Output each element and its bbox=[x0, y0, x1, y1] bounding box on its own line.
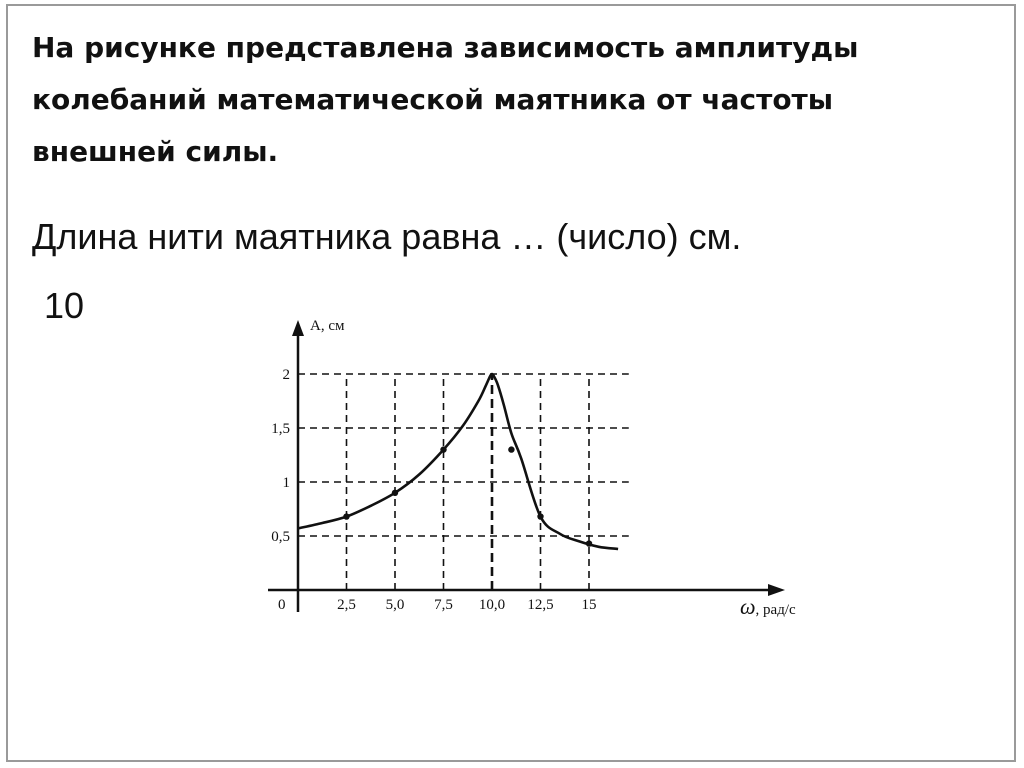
y-axis-label: A, см bbox=[310, 318, 345, 334]
x-axis-unit: , рад/с bbox=[755, 602, 796, 618]
question-text: Длина нити маятника равна … (число) см. bbox=[32, 216, 742, 257]
data-point-0 bbox=[343, 513, 349, 519]
grid-lines bbox=[298, 374, 629, 590]
answer-text: 10 bbox=[44, 285, 85, 326]
x-axis-arrow bbox=[768, 584, 785, 596]
x-tick-label-0: 2,5 bbox=[337, 597, 356, 613]
tick-labels bbox=[271, 367, 596, 613]
x-tick-label-2: 7,5 bbox=[434, 597, 453, 613]
axis-labels bbox=[278, 318, 796, 619]
slide-heading: На рисунке представлена зависимость амплитуды колебаний математической маятника от частоты внешней силы. bbox=[32, 31, 859, 168]
y-tick-label-1: 1 bbox=[282, 475, 290, 491]
data-point-1 bbox=[392, 490, 398, 496]
y-tick-label-0: 0,5 bbox=[271, 529, 290, 545]
y-tick-label-2: 1,5 bbox=[271, 421, 290, 437]
x-tick-label-4: 12,5 bbox=[527, 597, 554, 613]
data-point-4 bbox=[537, 513, 543, 519]
data-point-2 bbox=[440, 446, 446, 452]
data-point-5 bbox=[586, 540, 592, 546]
y-tick-label-3: 2 bbox=[282, 367, 290, 383]
x-tick-label-5: 15 bbox=[581, 597, 597, 613]
x-axis-label bbox=[740, 594, 796, 619]
omega-symbol: ω bbox=[740, 594, 756, 619]
axes bbox=[268, 320, 785, 612]
data-point-3 bbox=[508, 446, 514, 452]
x-tick-label-3: 10,0 bbox=[478, 597, 506, 613]
y-axis-arrow bbox=[292, 320, 304, 336]
origin-label: 0 bbox=[278, 597, 286, 613]
x-tick-label-1: 5,0 bbox=[385, 597, 405, 613]
series-line bbox=[298, 374, 618, 549]
